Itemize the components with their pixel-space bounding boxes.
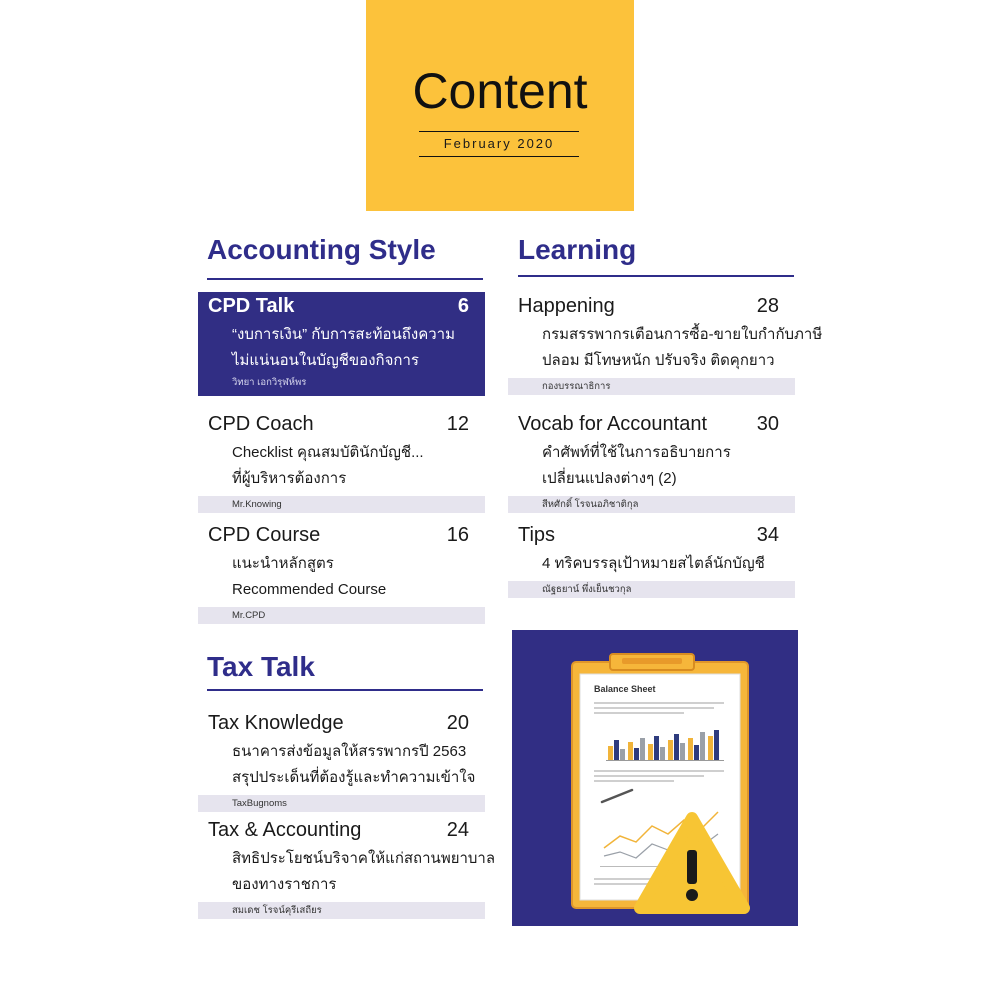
entry-title: CPD Course xyxy=(208,524,321,546)
section-title-tax-talk: Tax Talk xyxy=(207,651,315,682)
entry-description: ปลอม มีโทษหนัก ปรับจริง ติดคุกยาว xyxy=(542,352,775,369)
toc-entry-tax-knowledge[interactable] xyxy=(198,709,485,812)
entry-description: ที่ผู้บริหารต้องการ xyxy=(232,470,347,487)
toc-entry-cpd-talk[interactable] xyxy=(198,292,485,396)
entry-title: CPD Talk xyxy=(208,295,295,317)
entry-title: Tips xyxy=(518,524,556,546)
entry-description: คำศัพท์ที่ใช้ในการอธิบายการ xyxy=(542,444,731,461)
entry-description: ของทางราชการ xyxy=(232,876,337,893)
entry-page-number: 20 xyxy=(446,712,469,734)
section-title-accounting-style: Accounting Style xyxy=(207,234,436,265)
entry-author: กองบรรณาธิการ xyxy=(508,378,795,395)
entry-author: วิทยา เอกวิรุฬห์พร xyxy=(232,377,307,388)
section-rule xyxy=(207,278,483,280)
entry-description: Recommended Course xyxy=(232,581,387,598)
entry-page-number: 28 xyxy=(756,295,779,317)
clipboard-illustration xyxy=(512,630,798,926)
entry-author: TaxBugnoms xyxy=(198,795,485,812)
entry-title: CPD Coach xyxy=(208,413,314,435)
section-rule xyxy=(207,689,483,691)
entry-title: Vocab for Accountant xyxy=(518,413,708,435)
entry-description: กรมสรรพากรเตือนการซื้อ-ขายใบกำกับภาษี xyxy=(542,326,823,343)
entry-title: Happening xyxy=(518,295,615,317)
entry-description: ไม่แน่นอนในบัญชีของกิจการ xyxy=(232,352,419,369)
entry-author: สมเดช โรจน์คุรีเสถียร xyxy=(198,902,485,919)
toc-entry-cpd-course[interactable] xyxy=(198,521,485,624)
entry-author: ณัฐธยาน์ พึ่งเย็นชวกุล xyxy=(508,581,795,598)
toc-entry-cpd-coach[interactable] xyxy=(198,410,485,513)
entry-author: Mr.Knowing xyxy=(198,496,485,513)
toc-entry-vocab-for-accountant[interactable] xyxy=(508,410,795,513)
entry-page-number: 16 xyxy=(446,524,469,546)
entry-description: สรุปประเด็นที่ต้องรู้และทำความเข้าใจ xyxy=(232,769,476,786)
clipboard-balance-sheet-icon xyxy=(512,630,798,926)
entry-description: ธนาคารส่งข้อมูลให้สรรพากรปี 2563 xyxy=(232,743,467,760)
entry-page-number: 6 xyxy=(457,295,469,317)
header-banner xyxy=(366,0,634,211)
section-rule xyxy=(518,275,794,277)
toc-entry-tips[interactable] xyxy=(508,521,795,598)
entry-author: สีหศักดิ์ โรจนอภิชาติกุล xyxy=(508,496,795,513)
toc-entry-tax-accounting[interactable] xyxy=(198,816,496,919)
entry-description: 4 ทริคบรรลุเป้าหมายสไตล์นักบัญชี xyxy=(542,555,765,572)
entry-page-number: 12 xyxy=(446,413,469,435)
entry-description: “งบการเงิน” กับการสะท้อนถึงความ xyxy=(232,326,455,343)
entry-description: แนะนำหลักสูตร xyxy=(232,555,334,572)
entry-description: เปลี่ยนแปลงต่างๆ (2) xyxy=(542,470,677,487)
sheet-title: Balance Sheet xyxy=(594,684,656,694)
entry-page-number: 30 xyxy=(756,413,779,435)
entry-page-number: 24 xyxy=(446,819,469,841)
section-title-learning: Learning xyxy=(518,234,637,265)
entry-title: Tax Knowledge xyxy=(208,712,344,734)
entry-title: Tax & Accounting xyxy=(208,819,362,841)
entry-author: Mr.CPD xyxy=(198,607,485,624)
issue-date: February 2020 xyxy=(419,131,579,157)
entry-description: สิทธิประโยชน์บริจาคให้แก่สถานพยาบาล xyxy=(232,850,496,867)
page-title: Content xyxy=(412,63,588,119)
entry-page-number: 34 xyxy=(756,524,779,546)
entry-description: Checklist คุณสมบัตินักบัญชี... xyxy=(232,444,424,461)
toc-entry-happening[interactable] xyxy=(508,292,823,395)
